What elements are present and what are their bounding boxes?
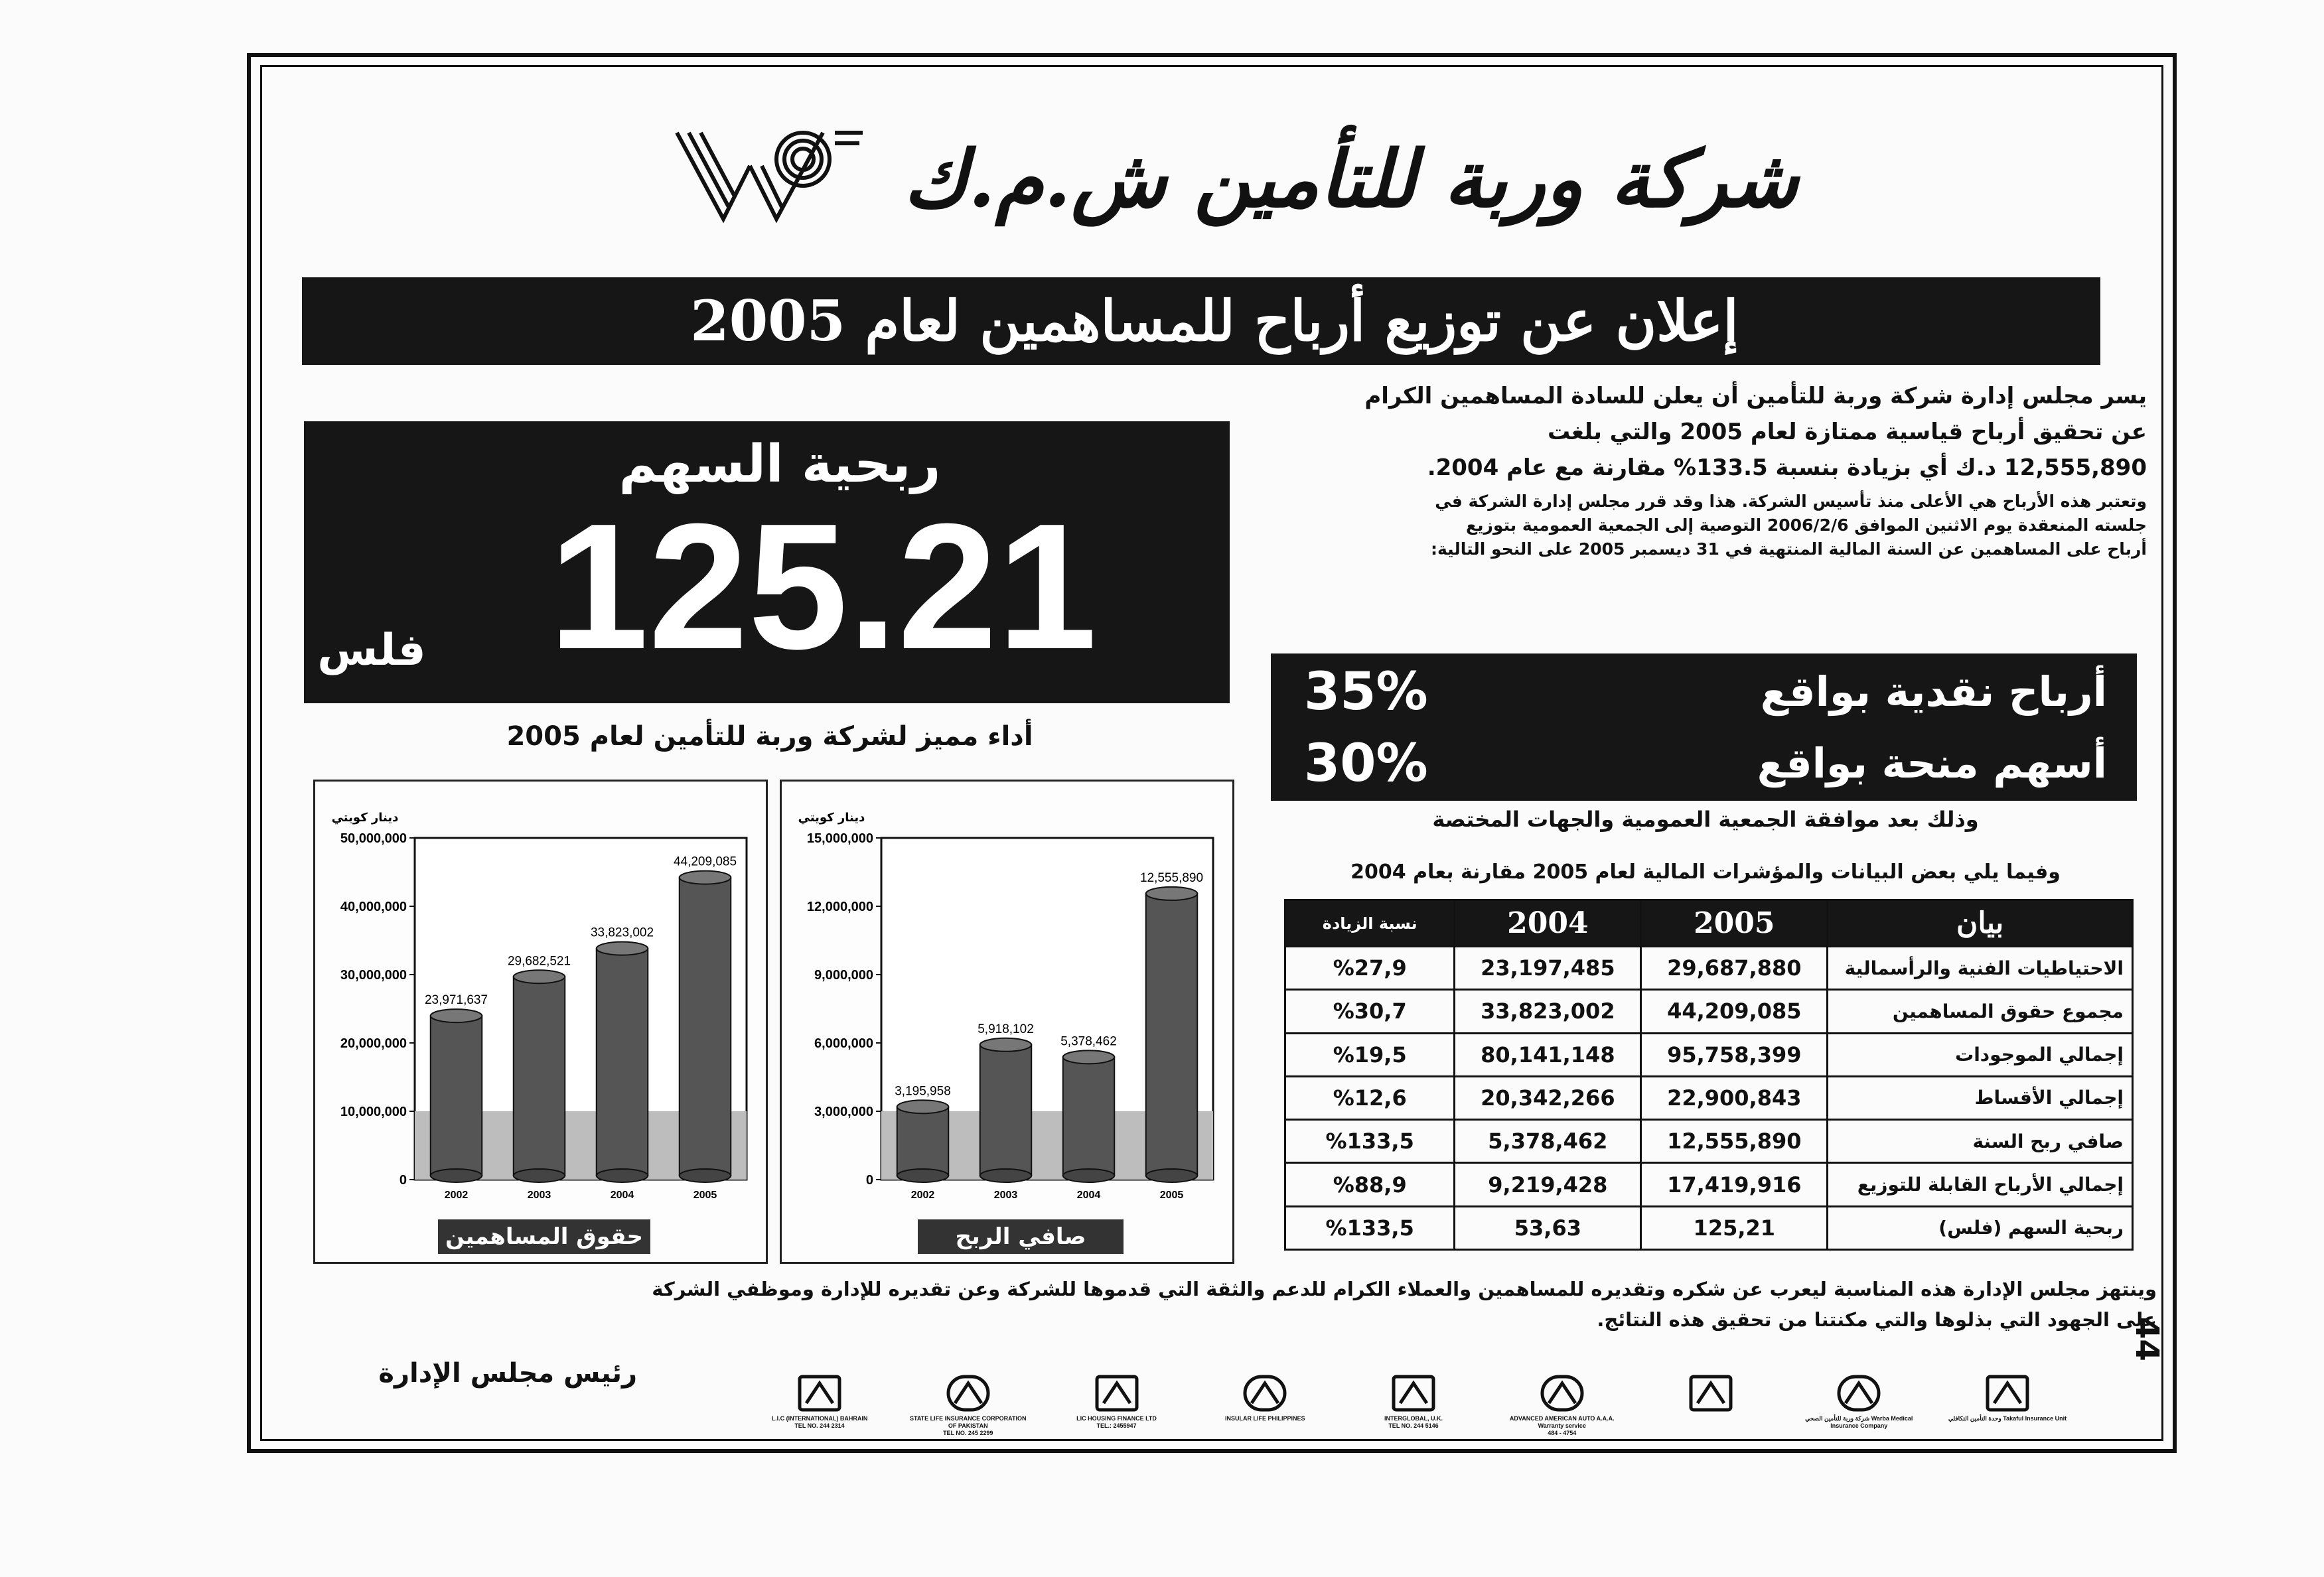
dividend-cash-label: أرباح نقدية بواقع <box>1760 667 2107 716</box>
partner-logo-icon <box>1829 1373 1889 1413</box>
partner-name: INTERGLOBAL, U.K. <box>1384 1415 1443 1422</box>
intro-line: يسر مجلس إدارة شركة وربة للتأمين أن يعلن للسادة المساهمين الكرام <box>1364 383 2147 409</box>
financial-table-grid <box>1284 899 2134 1251</box>
th-2004: 2004 <box>1455 900 1641 947</box>
page-number: 44 <box>2128 1317 2165 1361</box>
bar-value-label: 12,555,890 <box>1139 870 1204 885</box>
partner-logo-icon <box>938 1373 998 1413</box>
row-increase: %133,5 <box>1285 1206 1455 1249</box>
intro-line: أرباح على المساهمين عن السنة المالية المنتهية في 31 ديسمبر 2005 على النحو التالية: <box>1431 539 2147 559</box>
intro-line: جلسته المنعقدة يوم الاثنين الموافق 2006/2/6 التوصية إلى الجمعية العمومية بتوزيع <box>1466 515 2147 535</box>
table-row <box>1285 1163 2133 1206</box>
y-axis-label: دينار كويتي <box>331 811 399 825</box>
intro-line: عن تحقيق أرباح قياسية ممتازة لعام 2005 والتي بلغت <box>1548 419 2147 445</box>
eps-value: 125.21 <box>549 487 1097 687</box>
partner-tel: TEL NO. 245 2299 <box>943 1430 993 1436</box>
y-tick-label: 30,000,000 <box>340 968 407 983</box>
partner-logos <box>757 1373 2070 1460</box>
row-label: الاحتياطيات الفنية والرأسمالية <box>1828 947 2133 990</box>
table-row <box>1285 990 2133 1033</box>
y-tick-label: 9,000,000 <box>814 968 873 983</box>
signature: رئيس مجلس الإدارة <box>378 1358 637 1389</box>
bar <box>980 1038 1032 1182</box>
partner-name: ADVANCED AMERICAN AUTO A.A.A. Warranty service <box>1509 1415 1615 1429</box>
equity-chart-title: حقوق المساهمين <box>438 1219 650 1254</box>
row-increase: %12,6 <box>1285 1076 1455 1119</box>
table-row <box>1285 1033 2133 1076</box>
bar <box>680 871 731 1182</box>
bar <box>431 1009 482 1182</box>
table-row <box>1285 1120 2133 1163</box>
financial-table <box>1284 899 2134 1251</box>
bar-value-label: 44,209,085 <box>673 855 737 869</box>
company-logo <box>670 119 869 232</box>
intro-line: 12,555,890 د.ك أي بزيادة بنسبة 133.5% مقارنة مع عام 2004. <box>1427 454 2147 481</box>
y-tick-label: 40,000,000 <box>340 900 407 914</box>
row-value-2004: 20,342,266 <box>1455 1076 1641 1119</box>
performance-title: أداء مميز لشركة وربة للتأمين لعام 2005 <box>506 721 1033 752</box>
partner-tel: 484 - 4754 <box>1548 1430 1577 1436</box>
row-value-2005: 29,687,880 <box>1641 947 1828 990</box>
row-value-2005: 17,419,916 <box>1641 1163 1828 1206</box>
th-2005: 2005 <box>1641 900 1828 947</box>
partner-logo <box>1499 1373 1625 1460</box>
bar <box>1063 1050 1115 1182</box>
row-label: إجمالي الأرباح القابلة للتوزيع <box>1828 1163 2133 1206</box>
bar <box>514 970 565 1182</box>
y-axis-label: دينار كويتي <box>798 811 865 825</box>
table-intro: وفيما يلي بعض البيانات والمؤشرات المالية لعام 2005 مقارنة بعام 2004 <box>1350 860 2061 884</box>
row-value-2005: 22,900,843 <box>1641 1076 1828 1119</box>
y-tick-label: 15,000,000 <box>806 831 873 846</box>
bar-value-label: 33,823,002 <box>590 926 654 940</box>
intro-line: وتعتبر هذه الأرباح هي الأعلى منذ تأسيس الشركة. هذا وقد قرر مجلس إدارة الشركة في <box>1435 492 2147 511</box>
table-row <box>1285 1206 2133 1249</box>
th-increase: نسبة الزيادة <box>1285 900 1455 947</box>
partner-logo-icon <box>1235 1373 1295 1413</box>
partner-logo <box>757 1373 883 1460</box>
row-value-2005: 44,209,085 <box>1641 990 1828 1033</box>
x-tick-label: 2004 <box>610 1190 634 1201</box>
partner-logo <box>1202 1373 1328 1460</box>
row-increase: %27,9 <box>1285 947 1455 990</box>
row-label: ربحية السهم (فلس) <box>1828 1206 2133 1249</box>
partner-logo <box>1648 1373 1774 1460</box>
row-value-2004: 9,219,428 <box>1455 1163 1641 1206</box>
partner-name: وحدة التأمين التكافلي Takaful Insurance Unit <box>1948 1415 2067 1422</box>
partner-tel: TEL NO. 244 2314 <box>794 1422 845 1429</box>
y-tick-label: 12,000,000 <box>806 900 873 914</box>
dividend-bonus <box>1284 728 2127 798</box>
bar <box>1146 887 1198 1182</box>
bar <box>597 942 648 1182</box>
row-increase: %30,7 <box>1285 990 1455 1033</box>
closing-line-2: على الجهود التي بذلوها والتي مكنتنا من تحقيق هذه النتائج. <box>1597 1308 2157 1331</box>
closing-line-1: وينتهز مجلس الإدارة هذه المناسبة ليعرب عن شكره وتقديره للمساهمين والعملاء الكرام للدعم والثقة التي قدموها للشركة وعن تقديره للإدارة وموظفي الشركة <box>652 1278 2157 1300</box>
equity-chart-svg <box>315 782 766 1201</box>
bar-value-label: 5,918,102 <box>978 1022 1034 1036</box>
partner-name: INSULAR LIFE PHILIPPINES <box>1224 1415 1305 1422</box>
row-value-2004: 33,823,002 <box>1455 990 1641 1033</box>
row-increase: %88,9 <box>1285 1163 1455 1206</box>
x-tick-label: 2002 <box>910 1190 935 1201</box>
bar <box>897 1100 949 1182</box>
row-increase: %133,5 <box>1285 1120 1455 1163</box>
table-row <box>1285 1076 2133 1119</box>
dividend-cash <box>1284 657 2127 726</box>
dividend-bonus-label: أسهم منحة بواقع <box>1757 739 2107 788</box>
partner-logo <box>1796 1373 1922 1460</box>
x-tick-label: 2004 <box>1076 1190 1101 1201</box>
table-row <box>1285 947 2133 990</box>
profit-chart-title: صافي الربح <box>918 1219 1124 1254</box>
y-tick-label: 10,000,000 <box>340 1105 407 1119</box>
row-value-2004: 5,378,462 <box>1455 1120 1641 1163</box>
partner-name: L.I.C (INTERNATIONAL) BAHRAIN <box>771 1415 868 1422</box>
profit-chart <box>780 780 1234 1264</box>
row-value-2004: 80,141,148 <box>1455 1033 1641 1076</box>
partner-logo-icon <box>1681 1373 1741 1413</box>
th-item: بيان <box>1828 900 2133 947</box>
bar-value-label: 3,195,958 <box>895 1084 951 1099</box>
company-name: شركة وربة للتأمين ش.م.ك <box>903 133 1798 225</box>
headline: إعلان عن توزيع أرباح للمساهمين لعام 2005 <box>690 288 1739 354</box>
x-tick-label: 2005 <box>1159 1190 1184 1201</box>
partner-logo <box>905 1373 1031 1460</box>
partner-tel: TEL.: 2455947 <box>1096 1422 1137 1429</box>
equity-chart <box>313 780 768 1264</box>
row-label: مجموع حقوق المساهمين <box>1828 990 2133 1033</box>
y-tick-label: 20,000,000 <box>340 1036 407 1051</box>
bar-value-label: 23,971,637 <box>424 993 488 1008</box>
row-value-2004: 53,63 <box>1455 1206 1641 1249</box>
row-value-2004: 23,197,485 <box>1455 947 1641 990</box>
partner-logo <box>1350 1373 1477 1460</box>
partner-logo-icon <box>790 1373 849 1413</box>
intro-text <box>1261 378 2147 644</box>
partner-tel: TEL NO. 244 5146 <box>1388 1422 1439 1429</box>
row-label: إجمالي الأقساط <box>1828 1076 2133 1119</box>
y-tick-label: 3,000,000 <box>814 1105 873 1119</box>
partner-logo <box>1054 1373 1180 1460</box>
partner-logo-icon <box>1532 1373 1592 1413</box>
dividend-cash-pct: 35% <box>1304 661 1428 722</box>
partner-logo-icon <box>1087 1373 1147 1413</box>
partner-logo <box>1944 1373 2070 1460</box>
x-tick-label: 2003 <box>993 1190 1018 1201</box>
row-value-2005: 12,555,890 <box>1641 1120 1828 1163</box>
row-label: إجمالي الموجودات <box>1828 1033 2133 1076</box>
y-tick-label: 0 <box>399 1173 407 1188</box>
row-value-2005: 125,21 <box>1641 1206 1828 1249</box>
dividend-bonus-pct: 30% <box>1304 733 1428 793</box>
partner-logo-icon <box>1978 1373 2037 1413</box>
partner-name: LIC HOUSING FINANCE LTD <box>1076 1415 1157 1422</box>
x-tick-label: 2003 <box>527 1190 551 1201</box>
partner-logo-icon <box>1384 1373 1443 1413</box>
x-tick-label: 2005 <box>693 1190 717 1201</box>
bar-value-label: 29,682,521 <box>507 954 571 969</box>
eps-label: ربحية السهم <box>618 435 941 494</box>
approval-note: وذلك بعد موافقة الجمعية العمومية والجهات المختصة <box>1432 807 1979 832</box>
partner-name: شركة وربة للتأمين الصحي Warba Medical Insurance Company <box>1805 1415 1913 1429</box>
x-tick-label: 2002 <box>444 1190 469 1201</box>
row-value-2005: 95,758,399 <box>1641 1033 1828 1076</box>
eps-unit: فلس <box>317 624 426 675</box>
partner-name: STATE LIFE INSURANCE CORPORATION OF PAKISTAN <box>910 1415 1027 1429</box>
row-label: صافي ربح السنة <box>1828 1120 2133 1163</box>
y-tick-label: 0 <box>865 1173 873 1188</box>
y-tick-label: 50,000,000 <box>340 831 407 846</box>
y-tick-label: 6,000,000 <box>814 1036 873 1051</box>
bar-value-label: 5,378,462 <box>1060 1034 1117 1049</box>
profit-chart-svg <box>782 782 1232 1201</box>
row-increase: %19,5 <box>1285 1033 1455 1076</box>
